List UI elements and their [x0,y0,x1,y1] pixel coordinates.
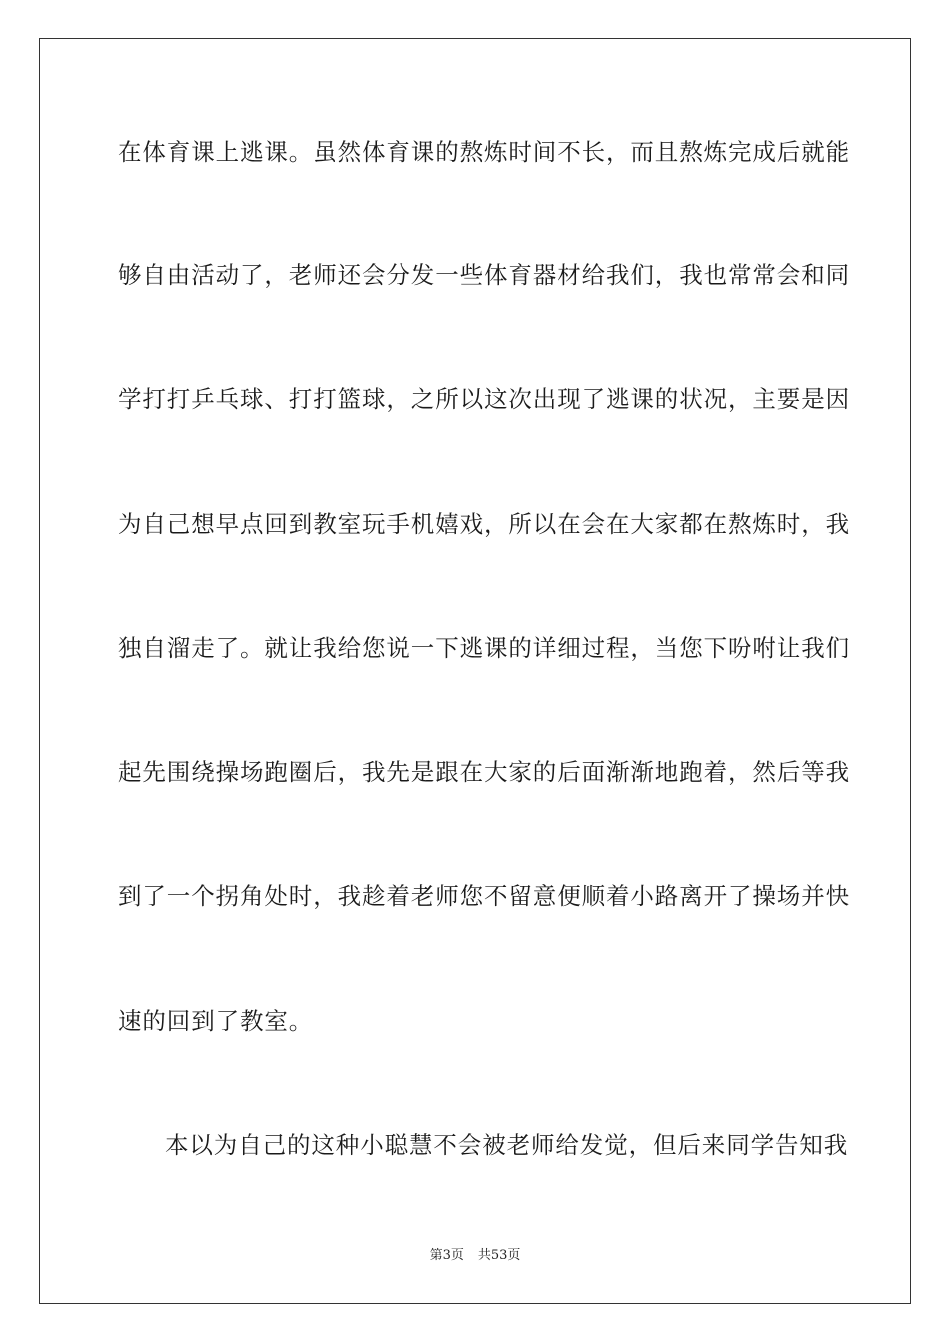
text-line: 够自由活动了，老师还会分发一些体育器材给我们，我也常常会和同 [118,261,850,289]
text-line: 到了一个拐角处时，我趁着老师您不留意便顺着小路离开了操场并快 [118,882,850,910]
text-line: 速的回到了教室。 [118,1007,314,1035]
page-number: 第3页 [429,1248,464,1263]
text-line: 独自溜走了。就让我给您说一下逃课的详细过程，当您下吩咐让我们 [118,634,850,662]
text-line: 在体育课上逃课。虽然体育课的熬炼时间不长，而且熬炼完成后就能 [118,138,850,166]
page-total: 共53页 [477,1248,521,1263]
paragraph-first-line: 本以为自己的这种小聪慧不会被老师给发觉，但后来同学告知我 [165,1131,849,1159]
text-line: 起先围绕操场跑圈后，我先是跟在大家的后面渐渐地跑着，然后等我 [118,758,850,786]
text-line: 为自己想早点回到教室玩手机嬉戏，所以在会在大家都在熬炼时，我 [118,510,850,538]
page-frame [39,38,911,1304]
page-footer [0,1247,950,1265]
text-line: 学打打乒乓球、打打篮球，之所以这次出现了逃课的状况，主要是因 [118,385,850,413]
